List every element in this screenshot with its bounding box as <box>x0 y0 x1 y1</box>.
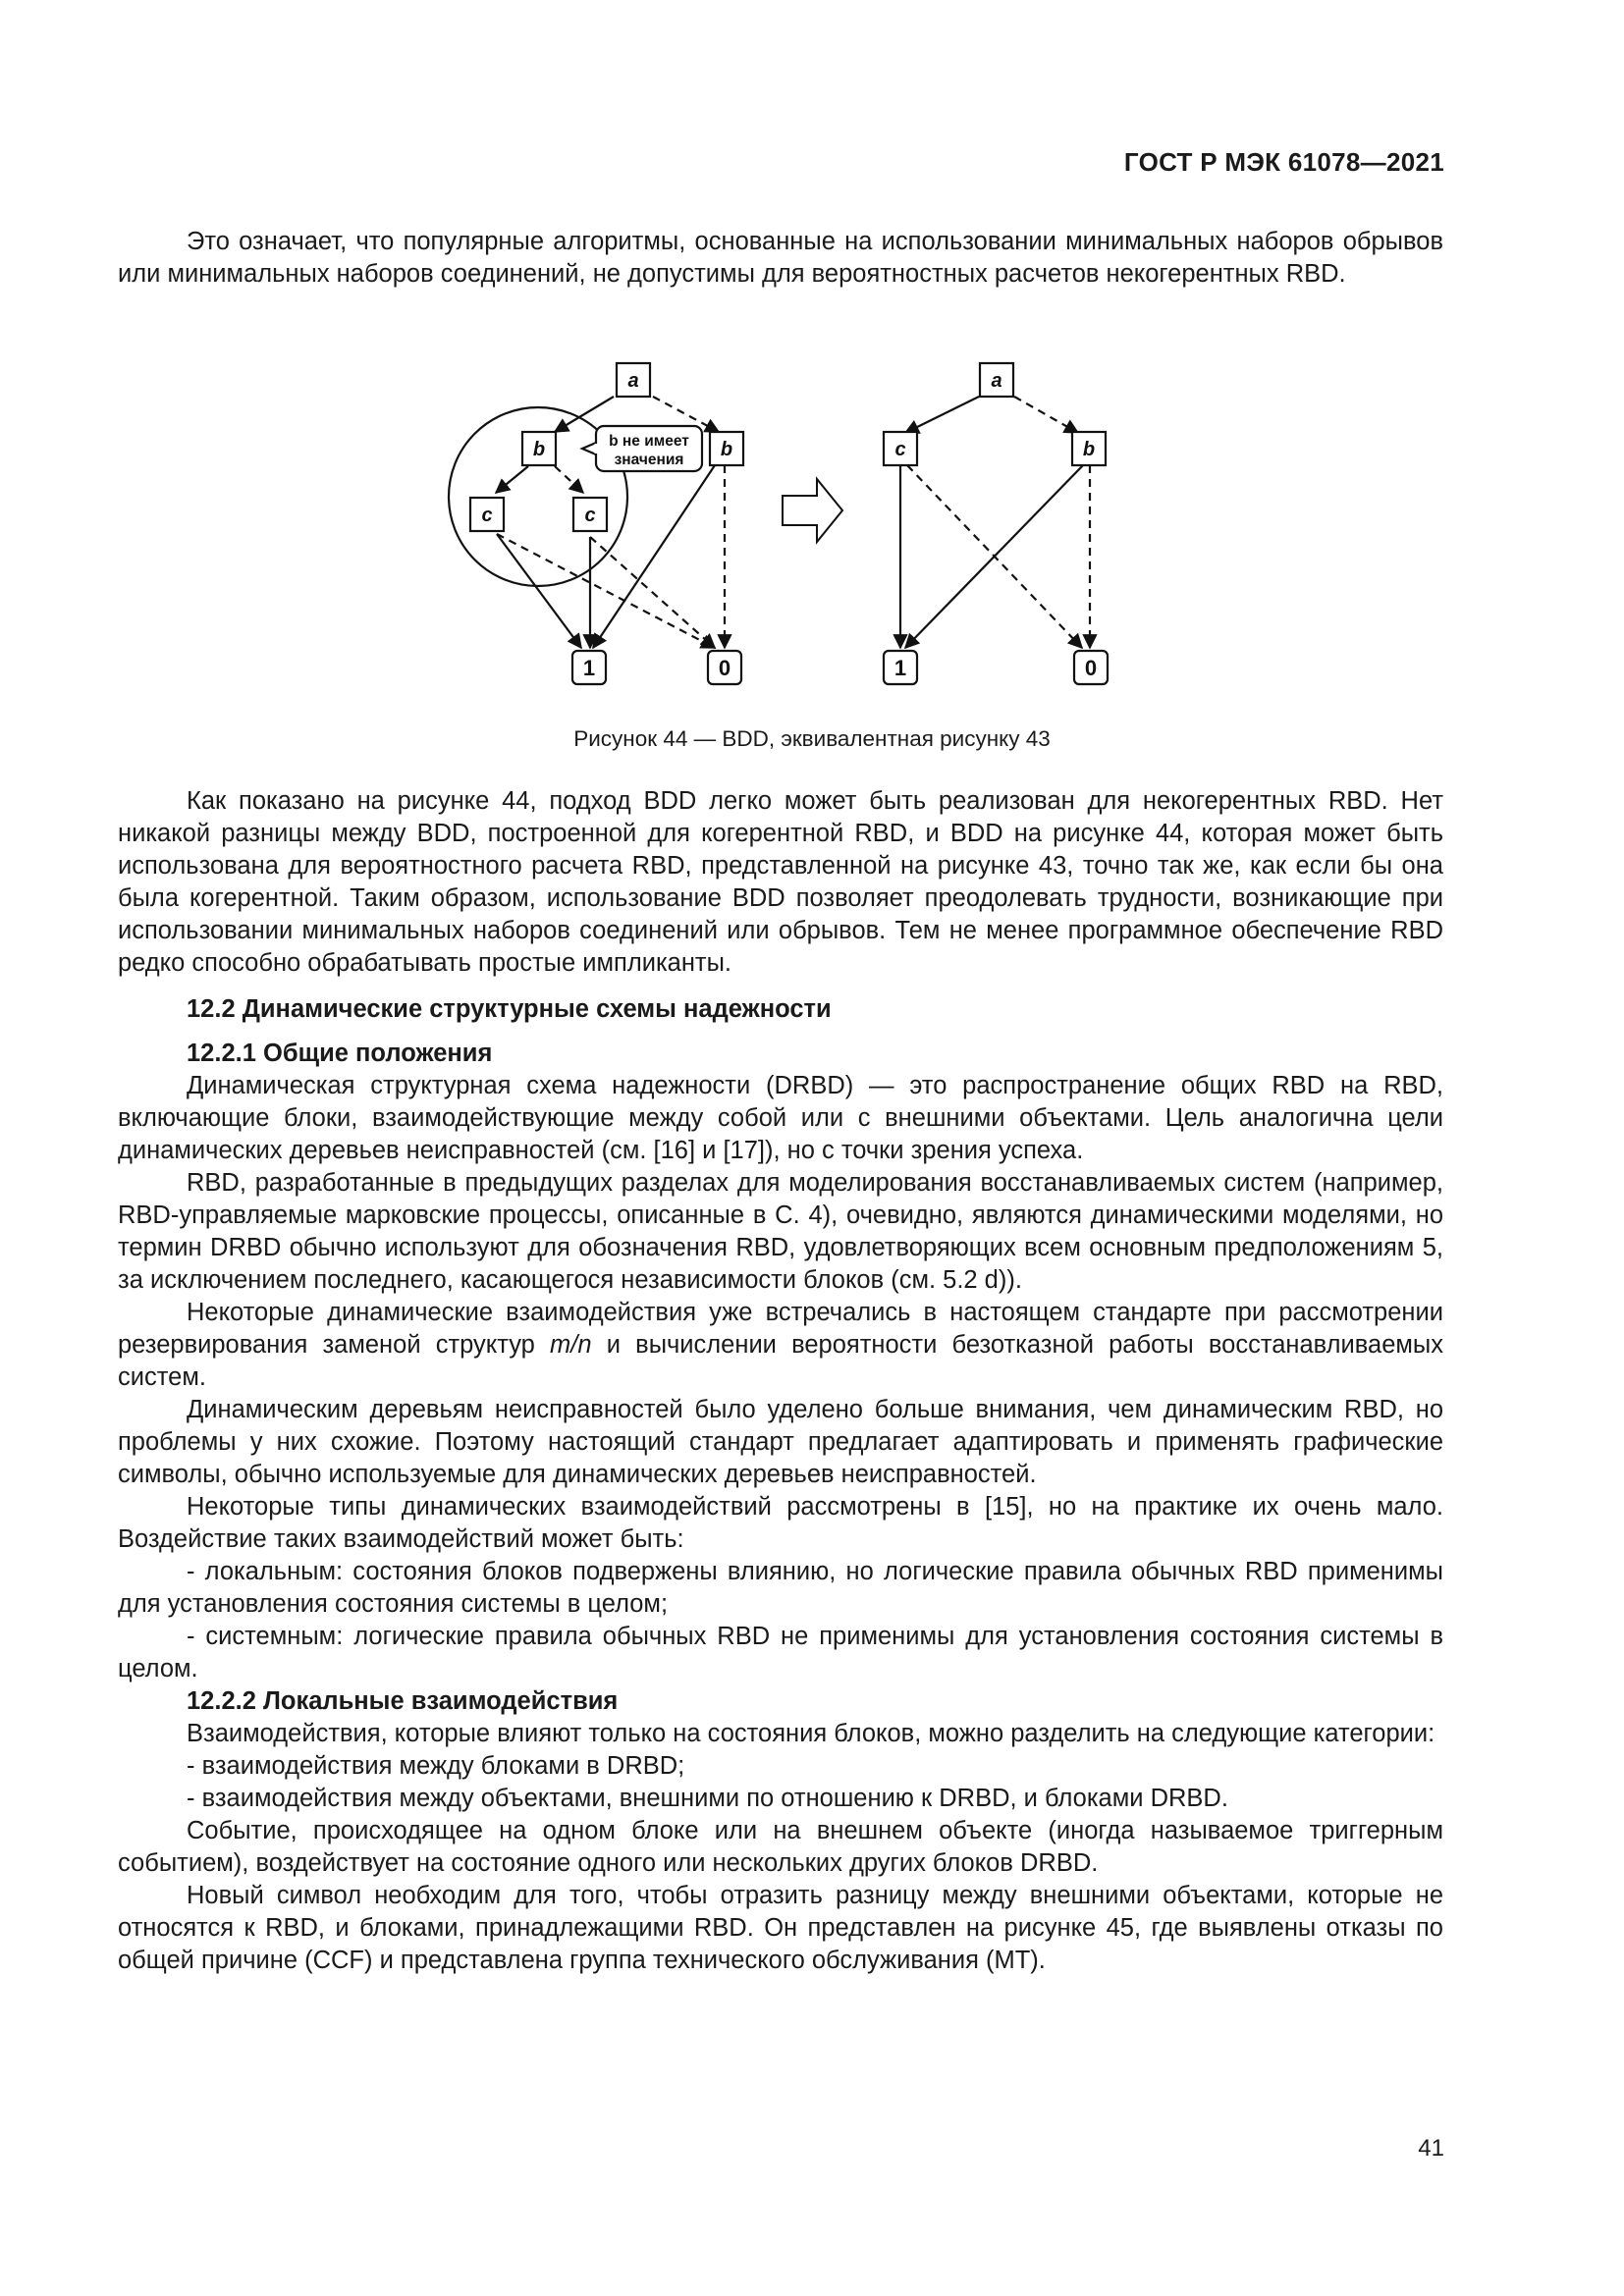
paragraph: Как показано на рисунке 44, подход BDD легко может быть реализован для некогерентных RBD. Нет никакой разницы между BDD, построенной для когерентной RBD, и BDD на рисунке 44, которая может быть использована для вероятностного расчета RBD, представленной на рисунке 43, точно так же, как если бы она была когерентной. Таким образом, использование BDD позволяет преодолевать трудности, возникающие при использовании минимальных наборов соединений или обрывов. Тем не менее программное обеспечение RBD редко способно обрабатывать простые импликанты. <box>118 787 1443 977</box>
label-c-right: c <box>894 439 906 460</box>
label-c1: c <box>481 505 493 526</box>
edge-b-1 <box>905 465 1083 648</box>
list-item: - локальным: состояния блоков подвержены влиянию, но логические правила обычных RBD применимы для установления состояния системы в целом; <box>118 1558 1443 1618</box>
paragraph: Динамическая структурная схема надежности (DRBD) — это распространение общих RBD на RBD, включающие блоки, взаимодействующие между собой или с внешними объектами. Цель аналогична цели динамических деревьев неисправностей (см. [16] и [17]), но с точки зрения успеха. <box>118 1072 1443 1164</box>
paragraph: RBD, разработанные в предыдущих разделах для моделирования восстанавливаемых систем (например, RBD-управляемые марковские процессы, описанные в С. 4), очевидно, являются динамическими моделями, но термин DRBD обычно используют для обозначения RBD, удовлетворяющих всем основным предположениям 5, за исключением последнего, касающегося независимости блоков (см. 5.2 d)). <box>118 1169 1443 1294</box>
main-text <box>118 785 1443 1977</box>
list-item: - взаимодействия между объектами, внешними по отношению к DRBD, и блоками DRBD. <box>187 1785 1228 1812</box>
section-heading-12-2-1: 12.2.1 Общие положения <box>187 1040 493 1067</box>
label-one-right: 1 <box>893 656 907 680</box>
label-zero-left: 0 <box>718 656 731 680</box>
callout-line1: b не имеет <box>609 433 689 450</box>
edge-a-c <box>905 397 979 433</box>
list-item: - системным: логические правила обычных RBD не применимы для установления состояния системы в целом. <box>118 1623 1443 1682</box>
label-c2: c <box>584 505 596 526</box>
label-one-left: 1 <box>582 656 596 680</box>
document-header: ГОСТ Р МЭК 61078—2021 <box>1123 147 1444 177</box>
section-heading-12-2: 12.2 Динамические структурные схемы надежности <box>187 995 832 1023</box>
paragraph: Некоторые динамические взаимодействия уже встречались в настоящем стандарте при рассмотрении резервирования заменой структур m/n и вычислении вероятности безотказной работы восстанавливаемых систем. <box>118 1299 1443 1391</box>
section-heading-12-2-2: 12.2.2 Локальные взаимодействия <box>187 1687 619 1715</box>
paragraph: Динамическим деревьям неисправностей было уделено больше внимания, чем динамическим RBD, но проблемы у них схожие. Поэтому настоящий стандарт предлагает адаптировать и применять графические символы, обычно используемые для динамических деревьев неисправностей. <box>118 1396 1443 1488</box>
figure-caption: Рисунок 44 — BDD, эквивалентная рисунку 43 <box>573 726 1051 751</box>
paragraph: Взаимодействия, которые влияют только на состояния блоков, можно разделить на следующие категории: <box>187 1720 1435 1747</box>
intro-text <box>118 226 1443 291</box>
figure-44 <box>0 348 1624 712</box>
paragraph: Это означает, что популярные алгоритмы, основанные на использовании минимальных наборов обрывов или минимальных наборов соединений, не допустимы для вероятностных расчетов некогерентных RBD. <box>118 228 1443 288</box>
label-b-right: b <box>1082 439 1096 460</box>
page-number: 41 <box>1418 2135 1444 2162</box>
label-a-left: a <box>627 370 639 392</box>
list-item: - взаимодействия между блоками в DRBD; <box>187 1752 685 1780</box>
edge-b1-c1 <box>496 466 528 493</box>
paragraph: Некоторые типы динамических взаимодействий рассмотрены в [15], но на практике их очень мало. Воздействие таких взаимодействий может быть: <box>118 1493 1443 1553</box>
callout-line2: значения <box>614 452 684 468</box>
paragraph: Событие, происходящее на одном блоке или на внешнем объекте (иногда называемое триггерным событием), воздействует на состояние одного или нескольких других блоков DRBD. <box>118 1817 1443 1877</box>
bdd-diagram <box>0 348 1624 712</box>
edge-a-b <box>1014 397 1078 433</box>
edge-c1-1 <box>497 534 581 648</box>
label-b2: b <box>720 439 733 460</box>
edge-b1-c2 <box>555 466 583 493</box>
transform-arrow <box>783 479 842 542</box>
paragraph: Новый символ необходим для того, чтобы отразить разницу между внешними объектами, которые не относятся к RBD, и блоками, принадлежащими RBD. Он представлен на рисунке 45, где выявлены отказы по общей причине (CCF) и представлена группа технического обслуживания (MT). <box>118 1882 1443 1974</box>
label-b1: b <box>532 439 546 460</box>
label-zero-right: 0 <box>1084 656 1098 680</box>
label-a-right: a <box>991 370 1002 392</box>
